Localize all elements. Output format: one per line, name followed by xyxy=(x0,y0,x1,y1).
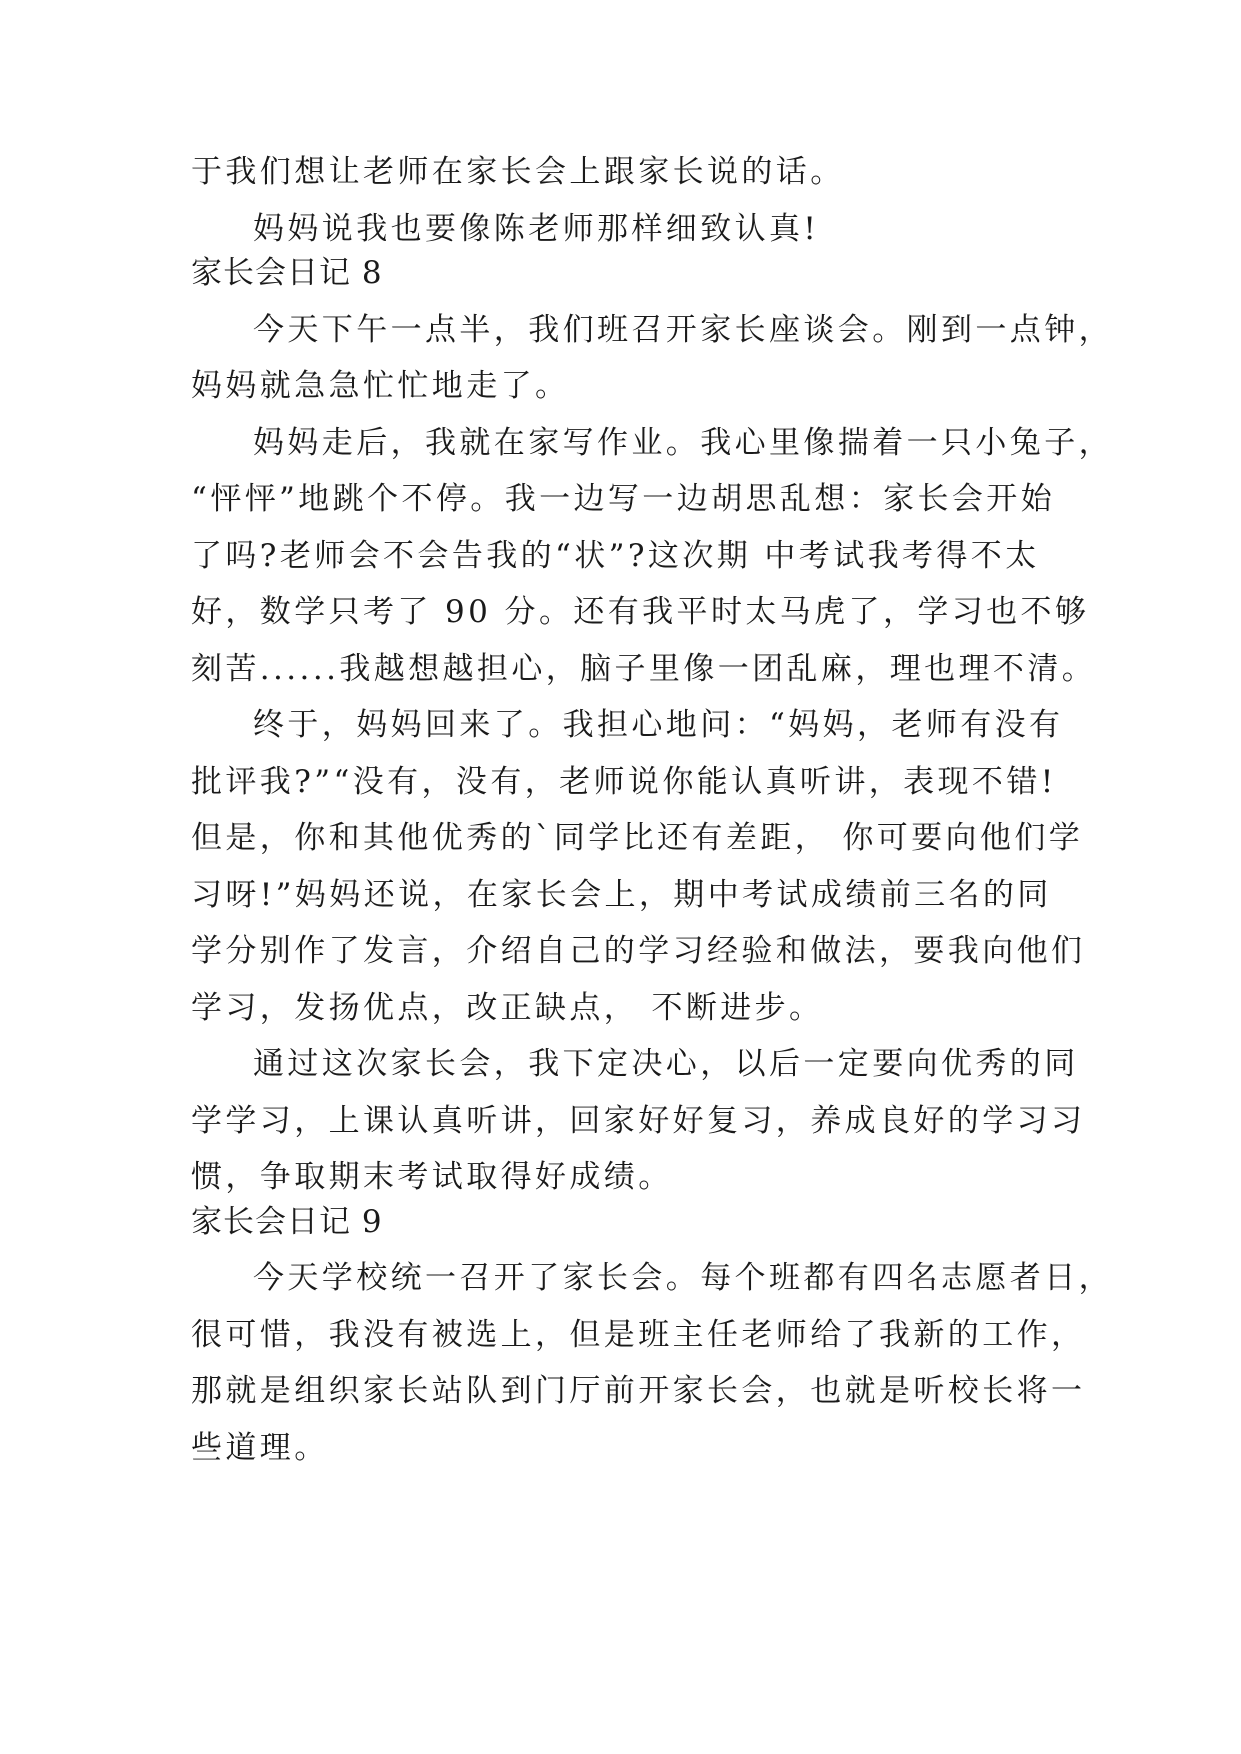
text-line: 了吗?老师会不会告我的“状”?这次期 中考试我考得不太 xyxy=(191,538,1040,574)
text-line: 习呀!”妈妈还说，在家长会上，期中考试成绩前三名的同 xyxy=(191,877,1052,913)
section-heading: 家长会日记 8 xyxy=(191,255,383,291)
text-line: 通过这次家长会，我下定决心，以后一定要向优秀的同 xyxy=(253,1046,1079,1082)
section-heading: 家长会日记 9 xyxy=(191,1204,383,1240)
text-line: 刻苦......我越想越担心，脑子里像一团乱麻，理也理不清。 xyxy=(191,651,1097,687)
text-line: “怦怦”地跳个不停。我一边写一边胡思乱想：家长会开始 xyxy=(191,481,1056,517)
text-line: 好，数学只考了 90 分。还有我平时太马虎了，学习也不够 xyxy=(191,594,1090,630)
text-line: 妈妈就急急忙忙地走了。 xyxy=(191,368,570,404)
text-line: 学习，发扬优点，改正缺点， 不断进步。 xyxy=(191,990,824,1026)
text-line: 妈妈说我也要像陈老师那样细致认真! xyxy=(253,211,820,247)
text-line: 学学习，上课认真听讲，回家好好复习，养成良好的学习习 xyxy=(191,1103,1086,1139)
text-line: 些道理。 xyxy=(191,1430,329,1466)
text-line: 但是，你和其他优秀的`同学比还有差距， 你可要向他们学 xyxy=(191,820,1084,856)
text-line: 于我们想让老师在家长会上跟家长说的话。 xyxy=(191,154,845,190)
text-line: 批评我?”“没有，没有，老师说你能认真听讲，表现不错! xyxy=(191,764,1057,800)
text-line: 学分别作了发言，介绍自己的学习经验和做法，要我向他们 xyxy=(191,933,1086,969)
text-line: 妈妈走后，我就在家写作业。我心里像揣着一只小兔子， xyxy=(253,425,1113,461)
text-line: 终于，妈妈回来了。我担心地问：“妈妈，老师有没有 xyxy=(253,707,1064,743)
text-line: 今天学校统一召开了家长会。每个班都有四名志愿者日， xyxy=(253,1260,1113,1296)
text-line: 很可惜，我没有被选上，但是班主任老师给了我新的工作， xyxy=(191,1317,1086,1353)
text-line: 惯，争取期末考试取得好成绩。 xyxy=(191,1159,673,1195)
text-line: 那就是组织家长站队到门厅前开家长会，也就是听校长将一 xyxy=(191,1373,1086,1409)
text-line: 今天下午一点半，我们班召开家长座谈会。刚到一点钟， xyxy=(253,312,1113,348)
